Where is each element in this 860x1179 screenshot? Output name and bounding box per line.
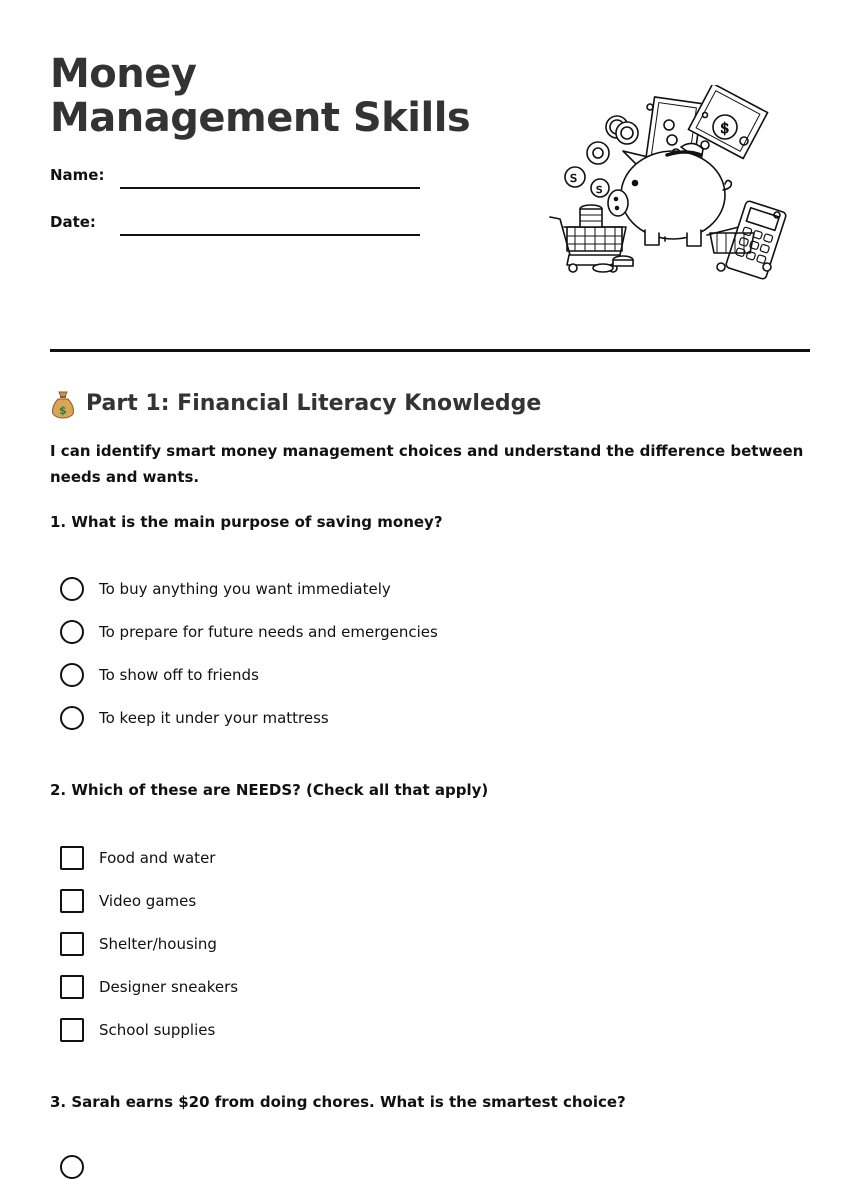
date-field[interactable] <box>120 234 420 236</box>
question-2: 2. Which of these are NEEDS? (Check all that apply) <box>50 781 489 799</box>
radio-button[interactable] <box>60 663 84 687</box>
q2-option-1[interactable] <box>60 845 215 871</box>
q1-option-4[interactable] <box>60 705 329 731</box>
section-divider <box>50 349 810 352</box>
q2-option-3[interactable] <box>60 931 217 957</box>
money-bag-icon <box>50 389 76 419</box>
option-label: Food and water <box>99 849 216 867</box>
radio-button[interactable] <box>60 577 84 601</box>
q1-option-3[interactable] <box>60 662 259 688</box>
q2-option-4[interactable] <box>60 974 238 1000</box>
svg-text:$: $ <box>59 404 67 417</box>
checkbox[interactable] <box>60 932 84 956</box>
q1-option-1[interactable] <box>60 576 391 602</box>
question-1: 1. What is the main purpose of saving money? <box>50 513 443 531</box>
piggy-bank-illustration <box>545 85 790 290</box>
option-label: To keep it under your mattress <box>99 709 329 727</box>
option-label: To buy anything you want immediately <box>99 580 391 598</box>
part1-heading <box>50 388 541 420</box>
svg-text:S: S <box>596 185 603 196</box>
svg-text:$: $ <box>720 119 730 137</box>
option-label: School supplies <box>99 1021 216 1039</box>
question-3: 3. Sarah earns $20 from doing chores. What is the smartest choice? <box>50 1093 626 1111</box>
q1-option-2[interactable] <box>60 619 438 645</box>
svg-text:S: S <box>570 172 577 185</box>
checkbox[interactable] <box>60 975 84 999</box>
option-label: To show off to friends <box>99 666 259 684</box>
option-label: Designer sneakers <box>99 978 239 996</box>
page-title: Money Management Skills <box>50 51 471 141</box>
part1-heading-text: Part 1: Financial Literacy Knowledge <box>86 391 542 416</box>
checkbox[interactable] <box>60 889 84 913</box>
date-label: Date: <box>50 213 96 231</box>
name-label: Name: <box>50 166 105 184</box>
q2-option-5[interactable] <box>60 1017 215 1043</box>
radio-button[interactable] <box>60 620 84 644</box>
option-label: To prepare for future needs and emergencies <box>99 623 438 641</box>
learning-target: I can identify smart money management choices and understand the difference between needs and wants. <box>50 442 804 486</box>
q3-radio-button[interactable] <box>60 1155 84 1179</box>
q2-option-2[interactable] <box>60 888 196 914</box>
radio-button[interactable] <box>60 706 84 730</box>
piggy-bank-icon <box>608 143 731 246</box>
option-label: Video games <box>99 892 197 910</box>
name-field[interactable] <box>120 187 420 189</box>
option-label: Shelter/housing <box>99 935 217 953</box>
checkbox[interactable] <box>60 846 84 870</box>
checkbox[interactable] <box>60 1018 84 1042</box>
